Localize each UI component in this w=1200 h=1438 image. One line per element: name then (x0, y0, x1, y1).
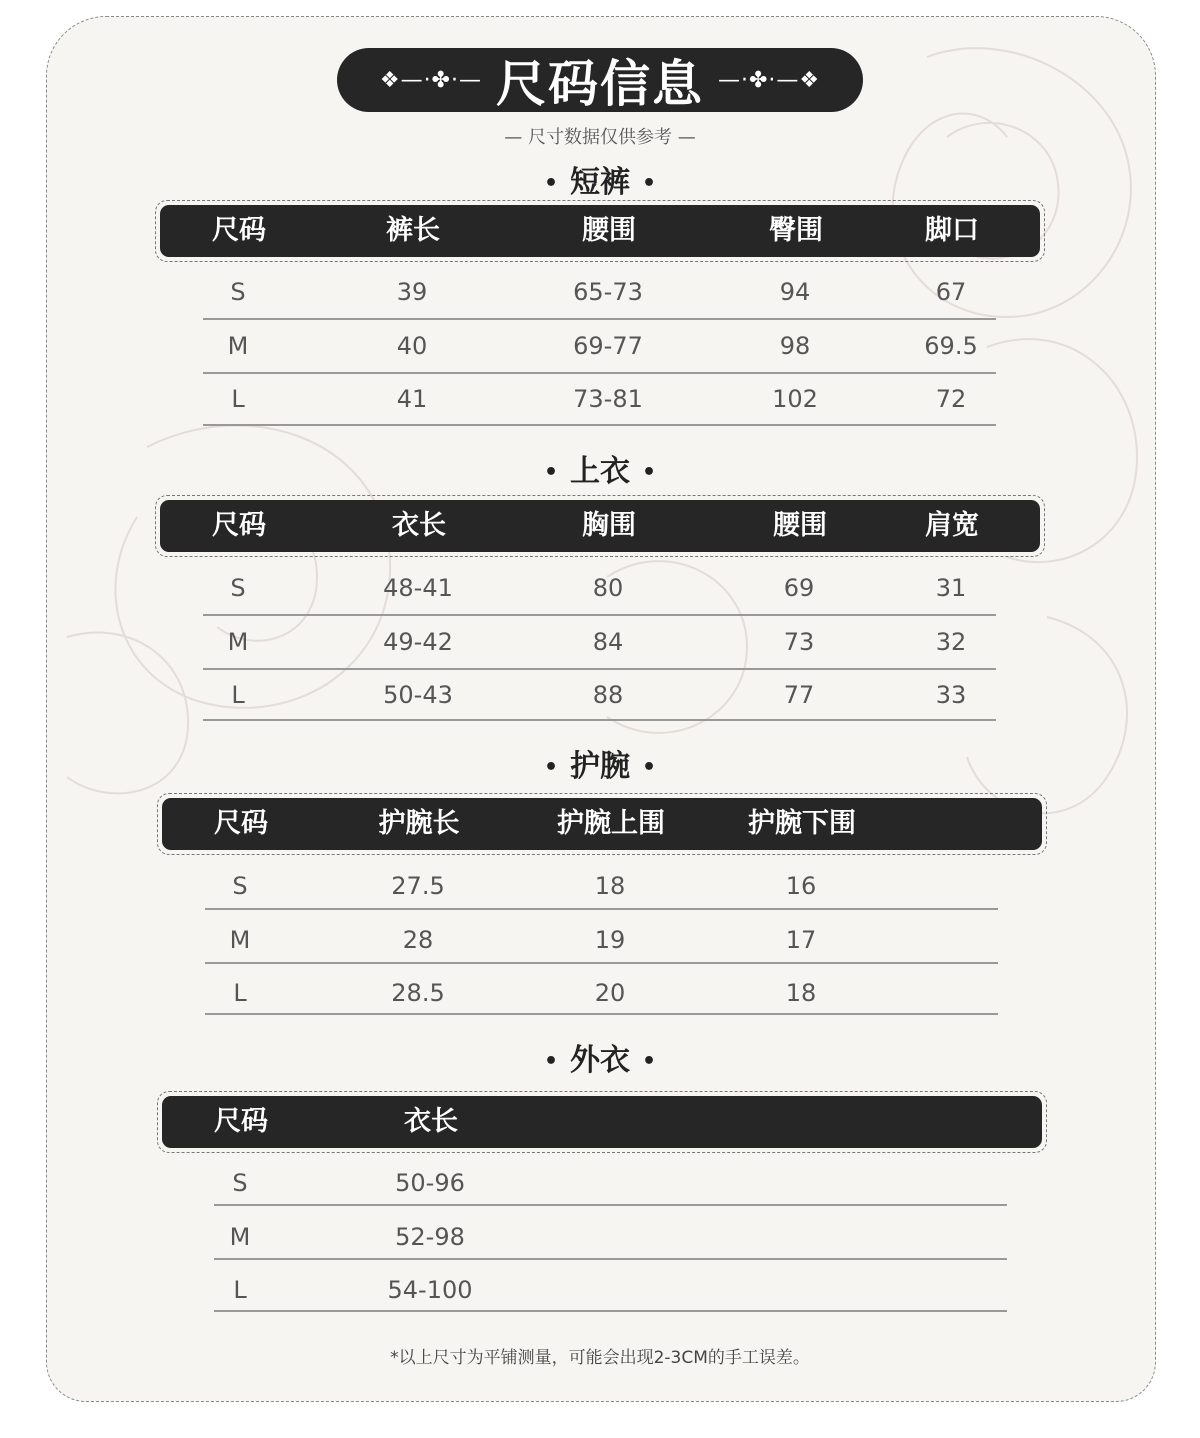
row-divider (205, 1013, 998, 1015)
row-divider (214, 1204, 1007, 1206)
table-cell: 65-73 (573, 278, 643, 306)
row-divider (203, 668, 996, 670)
table-cell: 32 (935, 628, 967, 656)
table-cell: 50-43 (383, 681, 453, 709)
table-cell: L (233, 1276, 247, 1304)
bullet-dot-icon: • (642, 1049, 657, 1074)
column-header: 臀围 (769, 215, 823, 246)
table-cell: 18 (785, 979, 817, 1007)
row-divider (203, 719, 996, 721)
table-header (155, 495, 1045, 557)
table-cell: 19 (594, 926, 626, 954)
bullet-dot-icon: • (543, 460, 558, 485)
column-header: 尺码 (214, 1106, 268, 1137)
row-divider (203, 318, 996, 320)
table-cell: 72 (935, 385, 967, 413)
table-cell: L (231, 681, 245, 709)
title-banner (337, 48, 863, 112)
table-cell: S (232, 1169, 248, 1197)
table-cell: 20 (594, 979, 626, 1007)
table-cell: 18 (594, 872, 626, 900)
bullet-dot-icon: • (642, 460, 657, 485)
table-cell: 94 (779, 278, 811, 306)
column-header: 肩宽 (925, 510, 979, 541)
table-header (157, 1091, 1047, 1153)
bullet-dot-icon: • (543, 171, 558, 196)
row-divider (203, 424, 996, 426)
table-cell: 102 (772, 385, 818, 413)
table-cell: M (227, 628, 249, 656)
table-cell: 50-96 (395, 1169, 465, 1197)
column-header: 尺码 (212, 510, 266, 541)
table-cell: L (231, 385, 245, 413)
section-title (0, 1035, 1200, 1079)
table-cell: M (229, 926, 251, 954)
table-cell: 73 (783, 628, 815, 656)
table-cell: 49-42 (383, 628, 453, 656)
table-cell: 67 (935, 278, 967, 306)
table-cell: M (229, 1223, 251, 1251)
ornament-left-icon: ❖—·✤·— (379, 67, 482, 93)
table-cell: 28 (402, 926, 434, 954)
table-cell: 27.5 (391, 872, 445, 900)
column-header: 胸围 (582, 510, 636, 541)
bullet-dot-icon: • (543, 755, 558, 780)
table-cell: 77 (783, 681, 815, 709)
row-divider (203, 614, 996, 616)
table-header-bar (160, 500, 1040, 552)
column-header: 护腕下围 (748, 808, 856, 839)
table-cell: S (232, 872, 248, 900)
column-header: 尺码 (214, 808, 268, 839)
column-header: 衣长 (392, 510, 446, 541)
table-cell: 84 (592, 628, 624, 656)
table-cell: 69-77 (573, 332, 643, 360)
row-divider (214, 1258, 1007, 1260)
section-title (0, 741, 1200, 785)
section-title (0, 157, 1200, 201)
section-title-text: 护腕 (570, 749, 630, 784)
table-header (155, 200, 1045, 262)
table-header-bar (160, 205, 1040, 257)
table-cell: 39 (396, 278, 428, 306)
table-cell: 33 (935, 681, 967, 709)
table-cell: 31 (935, 574, 967, 602)
section-title (0, 446, 1200, 490)
table-header-bar (162, 798, 1042, 850)
table-cell: 40 (396, 332, 428, 360)
column-header: 衣长 (404, 1106, 458, 1137)
column-header: 裤长 (386, 215, 440, 246)
table-header (157, 793, 1047, 855)
table-cell: 88 (592, 681, 624, 709)
bullet-dot-icon: • (642, 755, 657, 780)
table-cell: 16 (785, 872, 817, 900)
column-header: 腰围 (582, 215, 636, 246)
section-title-text: 外衣 (570, 1043, 630, 1078)
table-cell: L (233, 979, 247, 1007)
table-header-bar (162, 1096, 1042, 1148)
page-subtitle: — 尺寸数据仅供参考 — (504, 127, 696, 148)
bullet-dot-icon: • (642, 171, 657, 196)
section-title-text: 短裤 (570, 165, 630, 200)
table-cell: S (230, 278, 246, 306)
table-cell: 17 (785, 926, 817, 954)
table-cell: 28.5 (391, 979, 445, 1007)
table-cell: S (230, 574, 246, 602)
row-divider (205, 908, 998, 910)
table-cell: 73-81 (573, 385, 643, 413)
row-divider (203, 372, 996, 374)
footnote: *以上尺寸为平铺测量，可能会出现2-3CM的手工误差。 (390, 1348, 810, 1368)
ornament-right-icon: —·✤·—❖ (718, 67, 821, 93)
table-cell: 54-100 (387, 1276, 473, 1304)
page-title: 尺码信息 (496, 55, 704, 113)
table-cell: 52-98 (395, 1223, 465, 1251)
table-cell: M (227, 332, 249, 360)
table-cell: 48-41 (383, 574, 453, 602)
row-divider (205, 962, 998, 964)
column-header: 脚口 (925, 215, 979, 246)
column-header: 尺码 (212, 215, 266, 246)
column-header: 护腕长 (378, 808, 460, 839)
table-cell: 80 (592, 574, 624, 602)
section-title-text: 上衣 (570, 454, 630, 489)
table-cell: 98 (779, 332, 811, 360)
table-cell: 41 (396, 385, 428, 413)
row-divider (214, 1310, 1007, 1312)
column-header: 腰围 (773, 510, 827, 541)
bullet-dot-icon: • (543, 1049, 558, 1074)
table-cell: 69.5 (924, 332, 978, 360)
table-cell: 69 (783, 574, 815, 602)
column-header: 护腕上围 (557, 808, 665, 839)
